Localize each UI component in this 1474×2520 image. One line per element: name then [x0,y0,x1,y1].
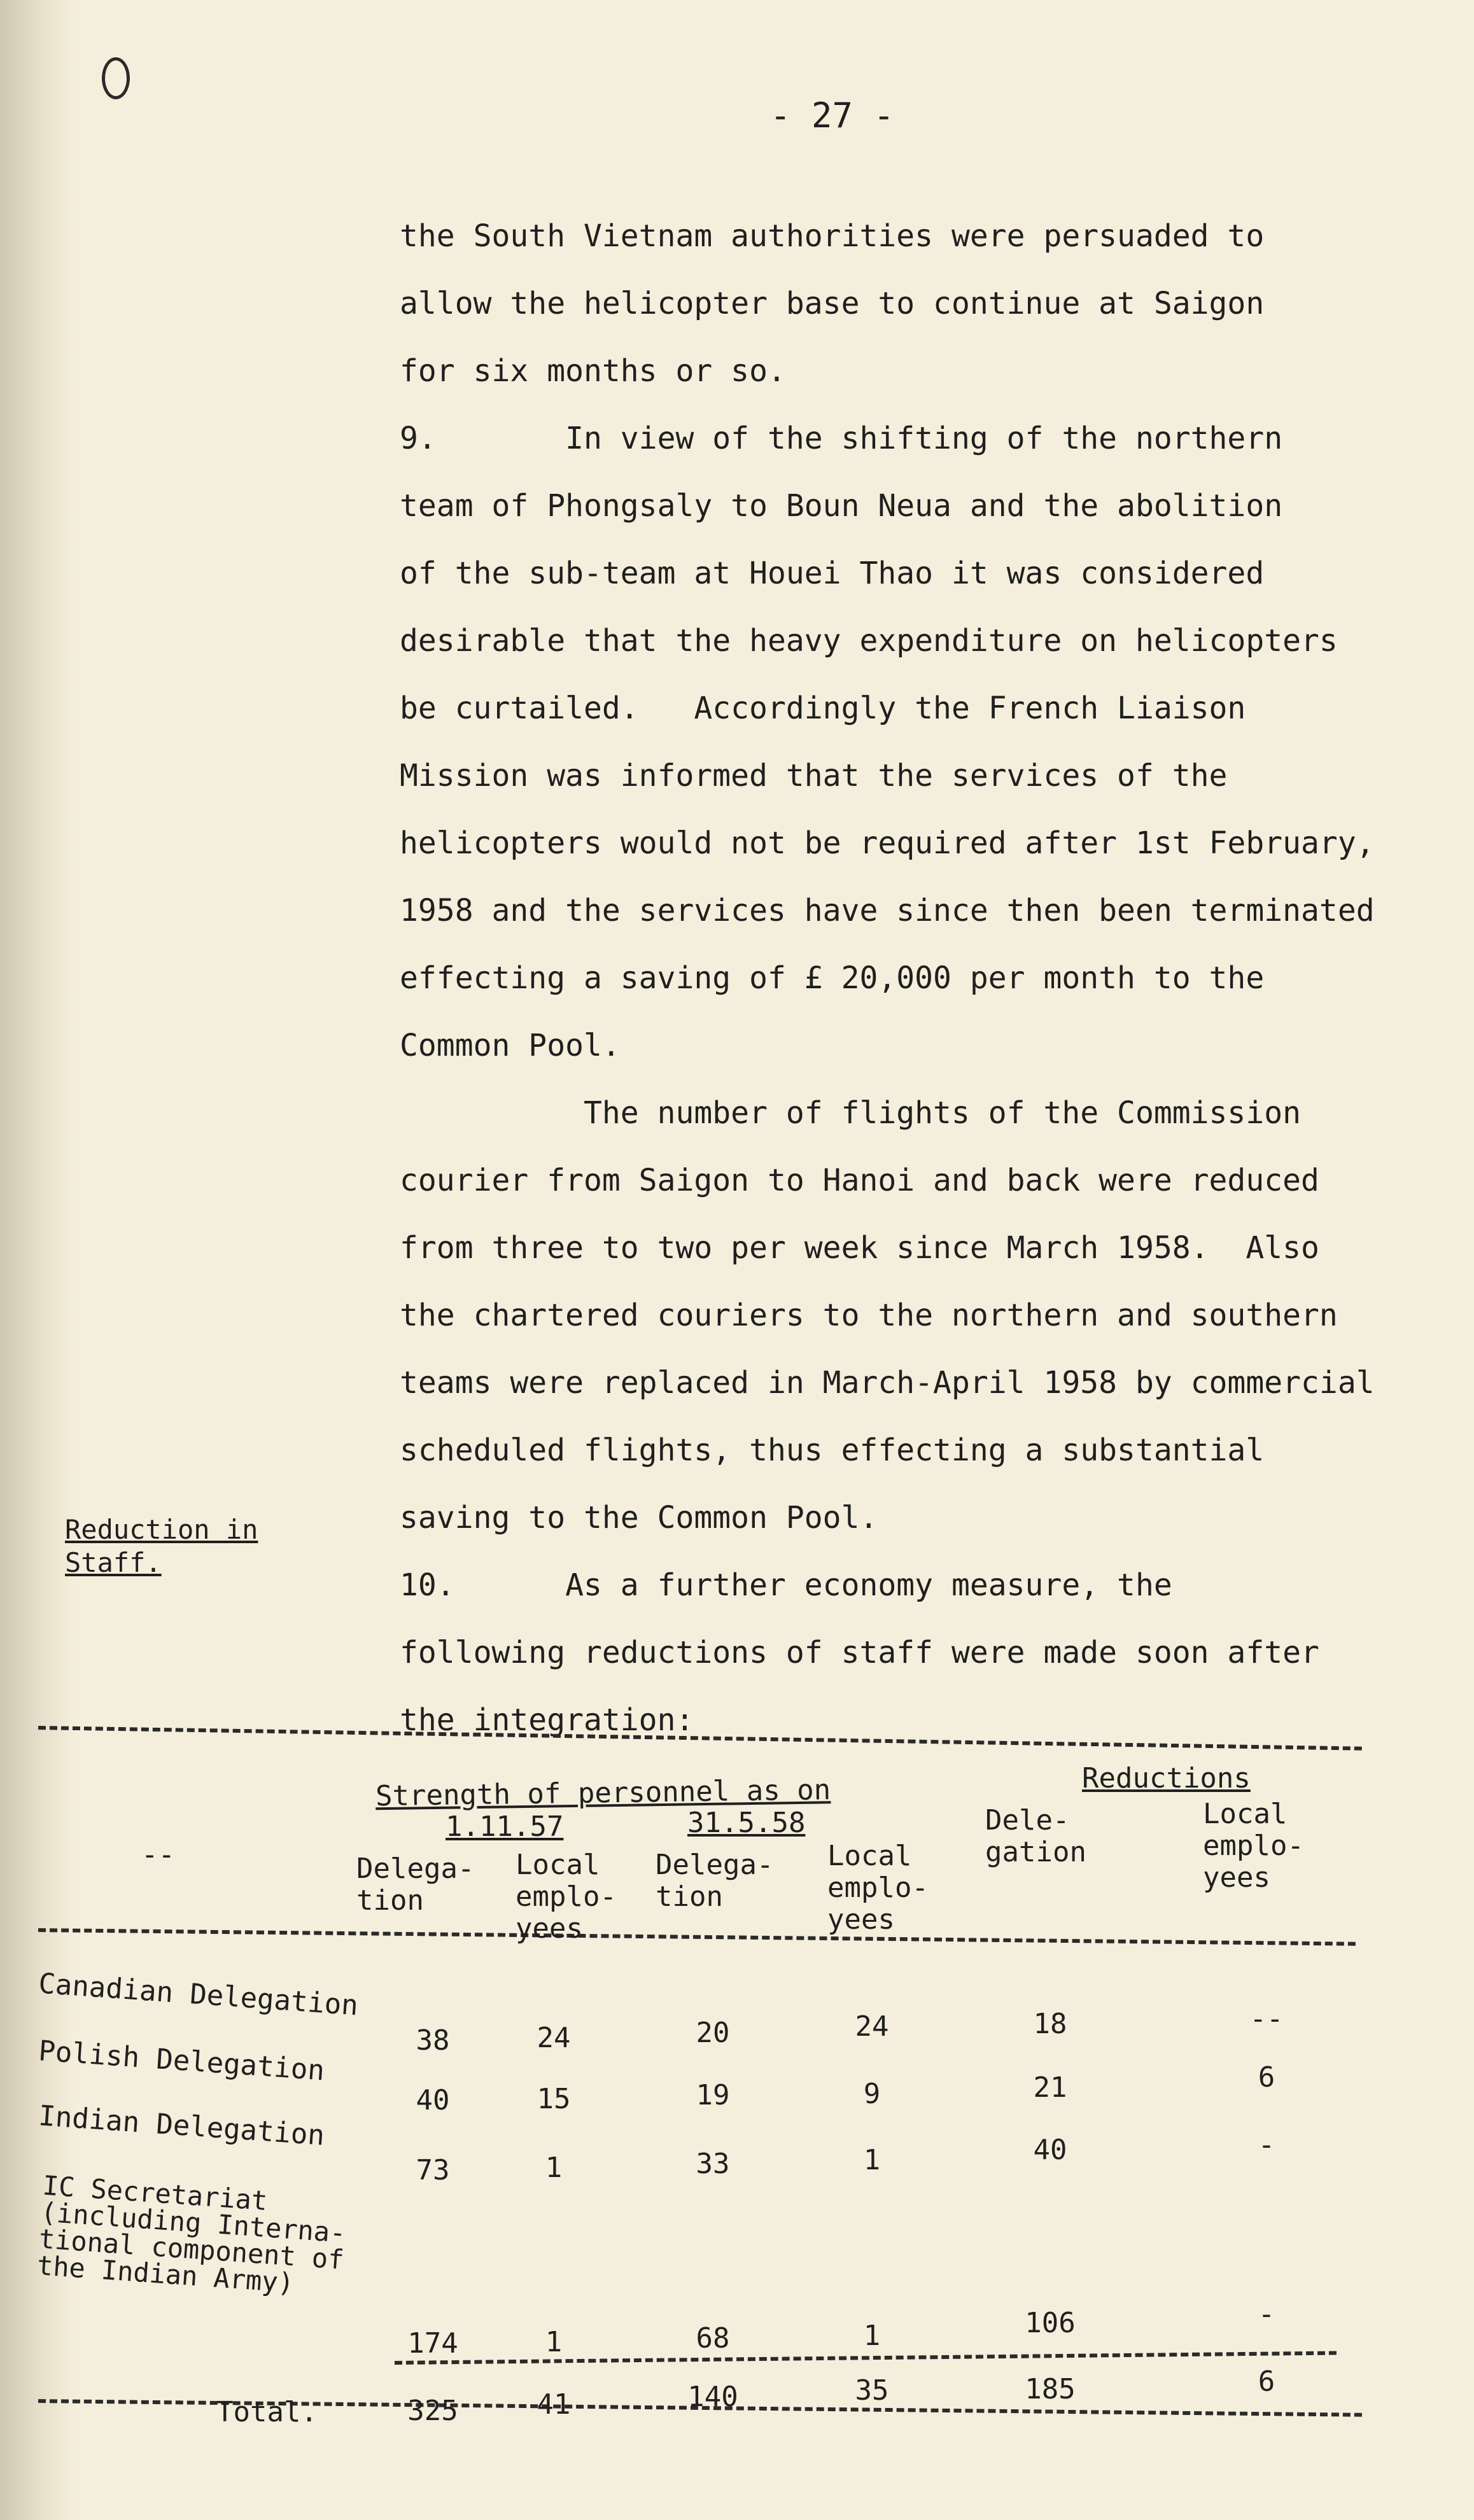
table-cell: 40 [1033,2134,1067,2166]
text-line: helicopters would not be required after 1st February, [400,825,1375,861]
reductions-header: Reductions [1082,1762,1251,1795]
table-cell: 24 [855,2010,889,2043]
text-line: for six months or so. [400,353,786,389]
text-line: saving to the Common Pool. [400,1500,878,1536]
table-cell: 1 [545,2326,563,2358]
table-cell: 1 [863,2144,881,2176]
table-cell: 68 [696,2322,730,2355]
text-line: team of Phongsaly to Boun Neua and the abolition [400,488,1283,524]
text-line: effecting a saving of £ 20,000 per month to the [400,960,1265,996]
text-line: Common Pool. [400,1028,621,1063]
table-cell: - [1258,2298,1275,2330]
text-line: 10. As a further economy measure, the [400,1567,1172,1603]
table-cell: 106 [1025,2307,1076,2339]
table-cell: 38 [416,2024,450,2057]
text-line: The number of flights of the Commission [400,1095,1302,1131]
row-label-polish: Polish Delegation [37,2034,326,2087]
table-cell: 1 [545,2152,563,2184]
text-line: of the sub-team at Houei Thao it was considered [400,556,1265,591]
table-cell: 6 [1258,2061,1275,2094]
text-line: 1958 and the services have since then been terminated [400,893,1375,928]
table-cell: 174 [407,2327,458,2360]
text-line: teams were replaced in March-April 1958 by commercial [400,1365,1375,1401]
table-cell: 40 [416,2084,450,2117]
row-label-canadian: Canadian Delegation [37,1967,360,2022]
table-cell: 15 [537,2083,571,2115]
total-label: Total. [216,2396,318,2428]
reduction-delegation-header: Dele- gation [985,1804,1086,1868]
strength-header: Strength of personnel as on [375,1774,831,1813]
total-cell: 185 [1025,2373,1076,2405]
table-cell: 9 [863,2078,881,2110]
table-cell: - [1258,2129,1275,2161]
text-line: Mission was informed that the services of the [400,758,1228,794]
total-cell: 35 [855,2374,889,2407]
text-line: 9. In view of the shifting of the northern [400,421,1283,456]
text-line: allow the helicopter base to continue at Saigon [400,286,1265,321]
text-line: desirable that the heavy expenditure on helicopters [400,623,1338,659]
text-line: from three to two per week since March 1958. Also [400,1230,1319,1266]
text-line: following reductions of staff were made soon after [400,1635,1319,1670]
table-header-rule [38,1928,1356,1946]
reduction-local-header: Local emplo- yees [1203,1798,1304,1894]
row-label-indian: Indian Delegation [37,2099,326,2152]
table-cell: 73 [416,2154,450,2187]
total-cell: 6 [1258,2365,1275,2398]
table-cell: -- [1249,2003,1284,2035]
table-cell: 1 [863,2320,881,2352]
total-cell: 325 [407,2395,458,2427]
page-number: - 27 - [770,95,895,136]
table-top-rule [38,1726,1362,1751]
date-1-header: 1.11.57 [446,1810,564,1843]
delegation-header-1: Delega- tion [356,1852,475,1917]
text-line: scheduled flights, thus effecting a substantial [400,1432,1265,1468]
row-label-secretariat: IC Secretariat (including Interna- tional component of the Indian Army) [36,2169,347,2299]
text-line: be curtailed. Accordingly the French Liaison [400,690,1246,726]
text-line: the South Vietnam authorities were persuaded to [400,218,1265,254]
total-cell: 140 [687,2381,738,2413]
table-cell: 21 [1033,2071,1067,2104]
text-line: the integration: [400,1702,694,1738]
total-cell: 41 [537,2388,571,2421]
local-header-2: Local emplo- yees [827,1840,929,1936]
text-line: courier from Saigon to Hanoi and back were reduced [400,1163,1319,1198]
date-2-header: 31.5.58 [687,1807,806,1839]
table-cell: 20 [696,2017,730,2049]
table-cell: 19 [696,2079,730,2111]
delegation-header-2: Delega- tion [656,1849,774,1913]
local-header-1: Local emplo- yees [516,1849,617,1945]
margin-heading-staff-reduction: Reduction in Staff. [65,1514,258,1578]
table-cell: 33 [696,2148,730,2180]
table-cell: 18 [1033,2008,1067,2040]
table-cell: 24 [537,2022,571,2054]
table-corner-label: -- [141,1838,175,1871]
text-line: the chartered couriers to the northern and southern [400,1298,1338,1333]
